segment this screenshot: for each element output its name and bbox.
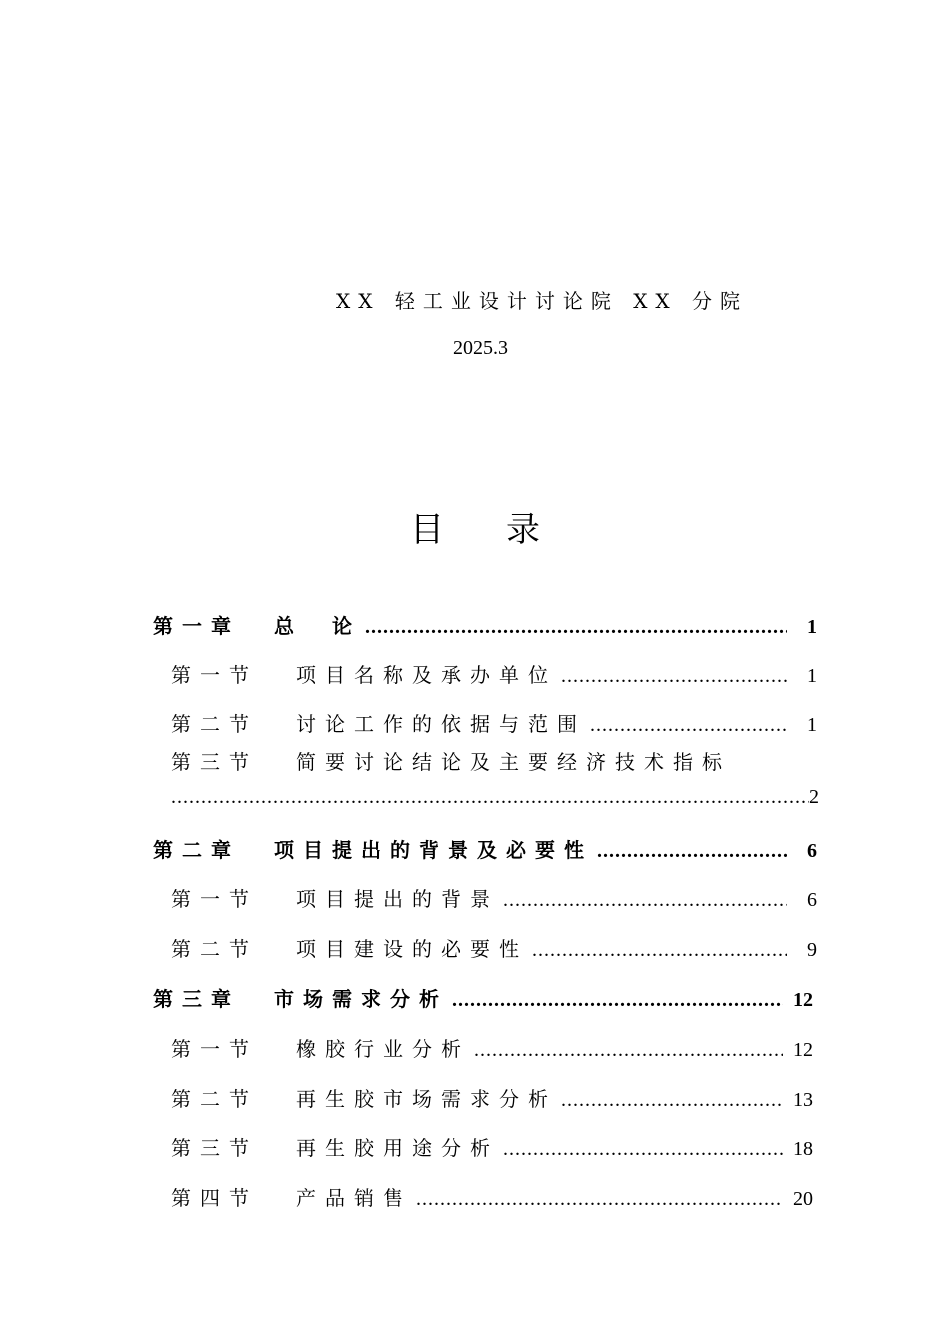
- toc-entry-section[interactable]: [171, 933, 817, 962]
- toc-entry-label: 第一节: [171, 663, 258, 687]
- toc-entry-page: 13: [793, 1089, 813, 1111]
- toc-entry-title: 橡胶行业分析: [296, 1037, 470, 1061]
- toc-entry-title: 市场需求分析: [274, 987, 448, 1011]
- toc-entry-page: 6: [807, 840, 817, 862]
- toc-leader-dots: [452, 989, 783, 1012]
- toc-entry-label: 第一章: [153, 614, 240, 638]
- toc-leader-dots: [532, 939, 787, 962]
- toc-leader-dots: [474, 1039, 783, 1062]
- toc-entry-page: 9: [807, 939, 817, 961]
- toc-entry-label: 第三章: [153, 987, 240, 1011]
- toc-entry-label: 第三节: [171, 1136, 258, 1160]
- toc-entry-section[interactable]: [171, 708, 817, 737]
- toc-entry-page: 1: [807, 714, 817, 736]
- toc-leader-dots: [416, 1188, 783, 1211]
- toc-heading-char-2: 录: [506, 510, 540, 550]
- toc-leader-dots: [561, 1089, 783, 1112]
- toc-entry-section-wrapped[interactable]: [171, 746, 731, 775]
- toc-entry-section[interactable]: [171, 659, 817, 688]
- toc-entry-chapter[interactable]: [153, 834, 817, 863]
- toc-entry-page: 12: [793, 989, 813, 1011]
- toc-entry-title: 项目名称及承办单位: [296, 663, 557, 687]
- toc-entry-title: 再生胶用途分析: [296, 1136, 499, 1160]
- toc-entry-page: 6: [807, 889, 817, 911]
- toc-entry-page: 12: [793, 1039, 813, 1061]
- toc-entry-section[interactable]: [171, 1083, 813, 1112]
- toc-entry-title: 项目提出的背景及必要性: [274, 838, 593, 862]
- toc-entry-page: 1: [807, 665, 817, 687]
- toc-entry-title: 总 论: [274, 614, 361, 638]
- toc-leader-dots: [503, 1138, 783, 1161]
- organization-name: XX 轻工业设计讨论院 XX 分院: [336, 289, 749, 313]
- toc-entry-page: 2: [809, 786, 819, 808]
- toc-heading-char-1: 目: [410, 510, 444, 550]
- toc-entry-section[interactable]: [171, 1182, 813, 1211]
- toc-entry-title: 项目提出的背景: [296, 887, 499, 911]
- toc-leader-dots: [590, 714, 787, 737]
- toc-entry-title: 讨论工作的依据与范围: [296, 712, 586, 736]
- toc-leader-dots: [597, 840, 787, 863]
- toc-entry-label: 第一节: [171, 1037, 258, 1061]
- toc-entry-label: 第四节: [171, 1186, 258, 1210]
- toc-leader-dots: [365, 616, 787, 639]
- toc-entry-title: 再生胶市场需求分析: [296, 1087, 557, 1111]
- toc-entry-label: 第二章: [153, 838, 240, 862]
- toc-leader-dots: [503, 889, 787, 912]
- toc-entry-label: 第二节: [171, 937, 258, 961]
- toc-entry-label: 第二节: [171, 1087, 258, 1111]
- toc-entry-title: 简要讨论结论及主要经济技术指标: [296, 750, 731, 774]
- toc-entry-section-wrapped-continuation[interactable]: [171, 786, 819, 809]
- toc-entry-page: 20: [793, 1188, 813, 1210]
- toc-entry-title: 产品销售: [296, 1186, 412, 1210]
- report-date: 2025.3: [453, 337, 508, 359]
- toc-entry-page: 18: [793, 1138, 813, 1160]
- toc-heading: [0, 502, 950, 551]
- toc-entry-section[interactable]: [171, 883, 817, 912]
- toc-leader-dots: [171, 786, 809, 809]
- toc-entry-label: 第一节: [171, 887, 258, 911]
- toc-entry-title: 项目建设的必要性: [296, 937, 528, 961]
- toc-entry-section[interactable]: [171, 1033, 813, 1062]
- toc-entry-label: 第二节: [171, 712, 258, 736]
- toc-entry-chapter[interactable]: [153, 610, 817, 639]
- toc-leader-dots: [561, 665, 787, 688]
- toc-entry-label: 第三节: [171, 750, 258, 774]
- toc-entry-section[interactable]: [171, 1132, 813, 1161]
- toc-entry-chapter[interactable]: [153, 983, 813, 1012]
- toc-entry-page: 1: [807, 616, 817, 638]
